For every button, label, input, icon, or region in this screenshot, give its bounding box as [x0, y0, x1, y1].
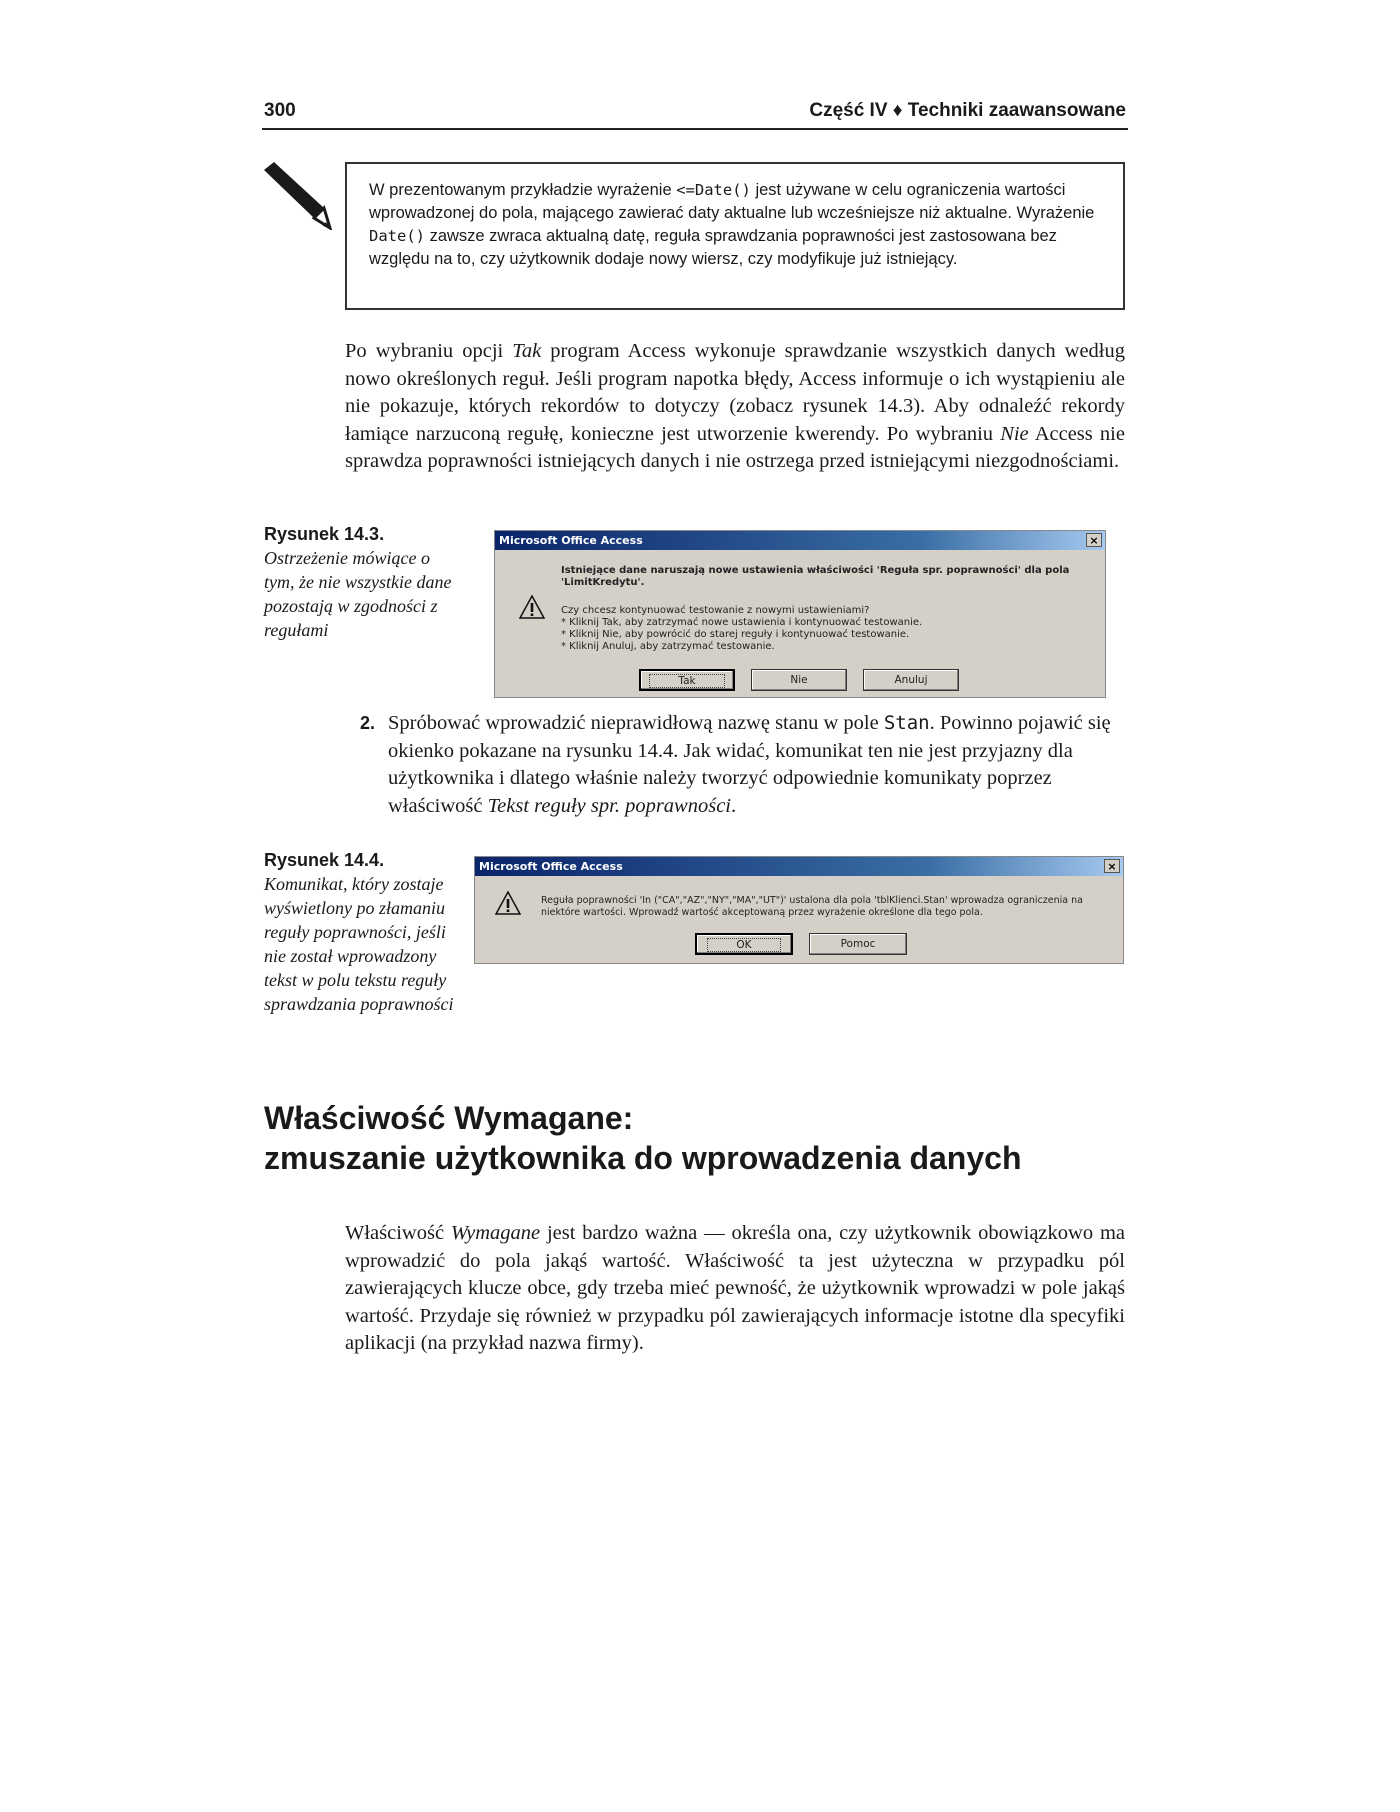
- dialog-data-violation: [494, 530, 1106, 698]
- code-date-le: <=Date(): [676, 181, 751, 199]
- close-button[interactable]: ×: [1086, 533, 1102, 547]
- help-button[interactable]: Pomoc: [809, 933, 907, 955]
- dialog-options-text: Czy chcesz kontynuować testowanie z nowymi ustawieniami? * Kliknij Tak, aby zatrzymać nowe ustawienia i kontynuować testowanie. * Kliknij Nie, aby powrócić do starej reguły i kontynuować testowanie. * Kliknij Anuluj, aby zatrzymać testowanie.: [561, 605, 923, 652]
- dialog-titlebar: Microsoft Office Access ×: [495, 531, 1105, 550]
- running-header: [262, 98, 1128, 130]
- dialog-message: Reguła poprawności 'In ("CA","AZ","NY","MA","UT")' ustalona dla pola 'tblKlienci.Stan' wprowadza ograniczenia na niektóre wartości. Wprowadź wartość akceptowaną przez wyrażenie określone dla tego pola.: [541, 895, 1083, 918]
- no-button[interactable]: Nie: [751, 669, 847, 691]
- paragraph-1: Po wybraniu opcji Tak program Access wykonuje sprawdzanie wszystkich danych według nowo określonych reguł. Jeśli program napotka błędy, Access informuje o ich wystąpieniu ale nie pokazuje, których rekordów to dotyczy (zobacz rysunek 14.3). Aby odnaleźć rekordy łamiące narzuconą regułę, konieczne jest utworzenie kwerendy. Po wybraniu Nie Access nie sprawdza poprawności istniejących danych i nie ostrzega przed istniejącymi niezgodnościami.: [345, 340, 1125, 472]
- close-button[interactable]: ×: [1104, 859, 1120, 873]
- code-date: Date(): [369, 227, 425, 245]
- paragraph-2: Właściwość Wymagane jest bardzo ważna — określa ona, czy użytkownik obowiązkowo ma wprowadzić do pola jakąś wartość. Właściwość ta jest użyteczna w przypadku pól zawierających klucze obce, gdy trzeba mieć pewność, że użytkownik wprowadzi w pole jakąś wartość. Przydaje się również w przypadku pól zawierających informacje istotne dla specyfiki aplikacji (na przykład nazwa firmy).: [345, 1222, 1125, 1354]
- cancel-button[interactable]: Anuluj: [863, 669, 959, 691]
- warning-icon: [519, 595, 545, 619]
- figure-14-3-caption: Rysunek 14.3. Ostrzeżenie mówiące o tym, że nie wszystkie dane pozostają w zgodności z regułami: [264, 524, 452, 640]
- yes-button[interactable]: Tak: [639, 669, 735, 691]
- dialog-message: Istniejące dane naruszają nowe ustawienia właściwości 'Reguła spr. poprawności' dla pola 'LimitKredytu'.: [561, 565, 1070, 588]
- warning-icon: [495, 891, 521, 915]
- dialog-validation-rule: [474, 856, 1124, 964]
- running-title: Część IV ♦ Techniki zaawansowane: [809, 100, 1126, 121]
- figure-14-4-caption: Rysunek 14.4. Komunikat, który zostaje wyświetlony po złamaniu reguły poprawności, jeśli nie został wprowadzony tekst w polu tekstu reguły sprawdzania poprawności: [264, 850, 454, 1014]
- page-number: 300: [264, 100, 296, 121]
- section-heading: Właściwość Wymagane: zmuszanie użytkownika do wprowadzenia danych: [264, 1100, 1022, 1176]
- ok-button[interactable]: OK: [695, 933, 793, 955]
- dialog-titlebar: Microsoft Office Access ×: [475, 857, 1123, 876]
- pencil-icon: [260, 162, 332, 230]
- step-2: 2. Spróbować wprowadzić nieprawidłową nazwę stanu w pole Stan. Powinno pojawić się okienko pokazane na rysunku 14.4. Jak widać, komunikat ten nie jest przyjazny dla użytkownika i dlatego właśnie należy tworzyć odpowiednie komunikaty poprzez właściwość Tekst reguły spr. poprawności.: [360, 712, 1111, 817]
- note-box: W prezentowanym przykładzie wyrażenie <=Date() jest używane w celu ograniczenia wartości wprowadzonej do pola, mającego zawierać daty aktualne lub wcześniejsze niż aktualne. Wyrażenie Date() zawsze zwraca aktualną datę, reguła sprawdzania poprawności jest zastosowana bez względu na to, czy użytkownik dodaje nowy wiersz, czy modyfikuje już istniejący.: [345, 162, 1125, 310]
